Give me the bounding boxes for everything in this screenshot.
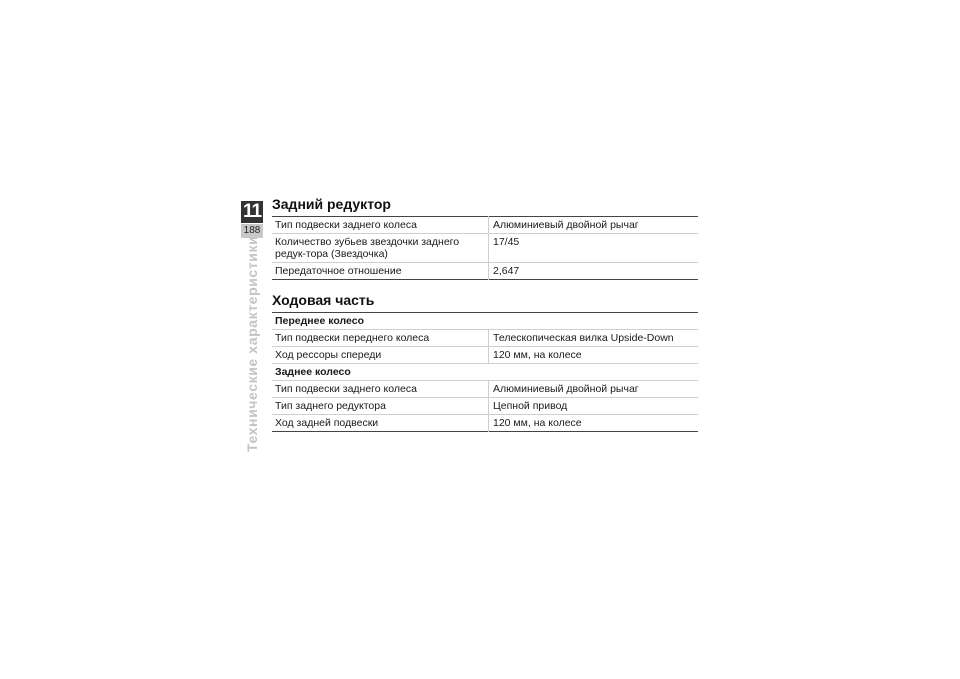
rear-wheel-heading: Заднее колесо — [272, 364, 698, 381]
spec-label: Тип подвески переднего колеса — [272, 330, 489, 347]
table-row — [272, 381, 698, 398]
spec-label: Тип подвески заднего колеса — [272, 217, 489, 234]
spec-label: Тип заднего редуктора — [272, 398, 489, 415]
spec-label: Количество зубьев звездочки заднего редук-тора (Звездочка) — [272, 234, 489, 263]
spec-value: Цепной привод — [489, 398, 699, 415]
spec-value: Алюминиевый двойной рычаг — [489, 217, 699, 234]
table-row — [272, 263, 698, 280]
spec-label: Тип подвески заднего колеса — [272, 381, 489, 398]
spec-value: 120 мм, на колесе — [489, 347, 699, 364]
section-title-rear-gear: Задний редуктор — [272, 196, 391, 212]
chapter-tab — [241, 201, 263, 239]
spec-label: Передаточное отношение — [275, 265, 402, 277]
spec-label: Ход задней подвески — [275, 417, 379, 429]
table-row — [272, 398, 698, 415]
rear-gear-table — [272, 216, 698, 280]
chapter-side-title: Технические характеристики — [244, 235, 260, 452]
front-wheel-heading: Переднее колесо — [272, 313, 698, 330]
spec-value: Телескопическая вилка Upside-Down — [489, 330, 699, 347]
table-group-heading — [272, 364, 698, 381]
table-row — [272, 415, 698, 432]
chapter-number: 11 — [242, 201, 262, 222]
spec-value: Алюминиевый двойной рычаг — [489, 381, 699, 398]
spec-value: 120 мм, на колесе — [489, 415, 699, 432]
spec-value: 2,647 — [489, 263, 699, 280]
table-group-heading — [272, 313, 698, 330]
table-row — [272, 330, 698, 347]
table-row — [272, 347, 698, 364]
spec-label: Ход рессоры спереди — [272, 347, 489, 364]
spec-value: 17/45 — [489, 234, 699, 263]
table-row — [272, 217, 698, 234]
table-row — [272, 234, 698, 263]
page-number: 188 — [241, 224, 263, 238]
chassis-table — [272, 312, 698, 432]
page-content — [272, 196, 698, 432]
section-title-chassis: Ходовая часть — [272, 292, 375, 308]
